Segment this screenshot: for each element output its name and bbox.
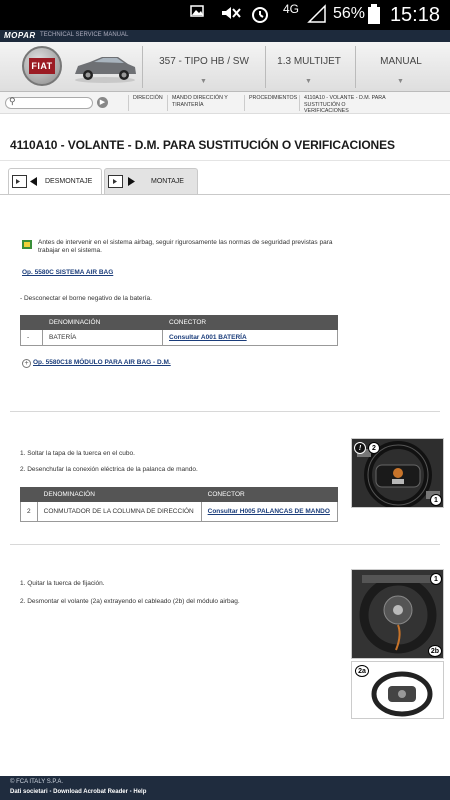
figure-badge: 1	[430, 573, 442, 585]
step-text: 2. Desenchufar la conexión eléctrica de la palanca de mando.	[20, 466, 198, 473]
chevron-down-icon: ▼	[397, 78, 404, 85]
search-go-button[interactable]: ▶	[97, 97, 108, 108]
header	[0, 42, 450, 92]
table-header	[21, 488, 38, 502]
table-row	[21, 502, 338, 522]
tab-label: DESMONTAJE	[45, 178, 93, 185]
table-cell: CONMUTADOR DE LA COLUMNA DE DIRECCIÓN	[37, 502, 201, 522]
fiat-logo-text: FIAT	[29, 58, 55, 74]
fiat-logo[interactable]	[22, 46, 62, 86]
model-selector[interactable]: 357 - TIPO HB / SW	[159, 56, 249, 67]
assembly-icon	[108, 175, 138, 188]
divider	[10, 544, 440, 545]
op-link-airbag-system[interactable]: Op. 5580C SISTEMA AIR BAG	[22, 269, 114, 276]
copyright: © FCA ITALY S.P.A.	[10, 779, 63, 785]
figure-badge: 2	[368, 442, 380, 454]
footer-link-acrobat[interactable]: Download Acrobat Reader	[53, 789, 128, 795]
table-header	[21, 316, 43, 330]
info-icon	[22, 240, 32, 249]
chevron-down-icon: ▼	[200, 78, 207, 85]
battery-icon	[368, 4, 380, 29]
steering-wheel-figure-1[interactable]	[351, 438, 444, 508]
table-header: CONECTOR	[163, 316, 338, 330]
step-text: 2. Desmontar el volante (2a) extrayendo el cableado (2b) del módulo airbag.	[20, 598, 240, 605]
figure-badge: 1	[430, 494, 442, 506]
image-icon	[190, 4, 204, 23]
nav-row	[0, 92, 450, 114]
engine-selector[interactable]: 1.3 MULTIJET	[277, 56, 341, 67]
mopar-logo: MOPAR	[4, 31, 36, 40]
clock: 15:18	[389, 4, 440, 26]
step-text: 1. Soltar la tapa de la tuerca en el cubo.	[20, 450, 135, 457]
expand-icon[interactable]: +	[22, 359, 31, 368]
car-image	[72, 50, 138, 84]
tab-desmontaje[interactable]	[8, 168, 102, 195]
brand-subtitle: TECHNICAL SERVICE MANUAL	[40, 32, 129, 38]
doc-type-selector[interactable]: MANUAL	[380, 56, 422, 67]
table-row	[21, 330, 338, 346]
table-header: CONECTOR	[201, 488, 337, 502]
tab-montaje[interactable]	[104, 168, 198, 194]
search-input[interactable]	[5, 97, 93, 109]
warning-badge-icon: !	[354, 442, 366, 454]
brand-bar	[0, 30, 450, 42]
table-header: DENOMINACIÓN	[37, 488, 201, 502]
table-cell	[163, 330, 338, 346]
breadcrumb-item[interactable]: PROCEDIMIENTOS	[249, 95, 298, 101]
network-type: 4G	[283, 2, 300, 16]
signal-icon	[307, 4, 327, 29]
steering-wheel-figure-2[interactable]	[351, 569, 444, 659]
battery-percent: 56%	[333, 5, 366, 22]
connector-table	[20, 315, 338, 346]
breadcrumb-item[interactable]: DIRECCIÓN	[133, 95, 163, 101]
status-bar	[0, 0, 450, 30]
search-icon: ⚲	[9, 96, 16, 106]
table-cell: BATERÍA	[43, 330, 163, 346]
safety-warning: Antes de intervenir en el sistema airbag, seguir rigurosamente las normas de seguridad previstas para trabajar en el sistema.	[38, 239, 333, 254]
alarm-icon	[250, 4, 270, 29]
figure-badge: 2b	[428, 645, 442, 657]
connector-link[interactable]: Consultar A001 BATERÍA	[169, 334, 247, 341]
connector-link[interactable]: Consultar H005 PALANCAS DE MANDO	[207, 508, 330, 515]
connector-table	[20, 487, 338, 522]
table-header: DENOMINACIÓN	[43, 316, 163, 330]
divider	[10, 411, 440, 412]
steering-wheel-figure-3[interactable]	[351, 661, 444, 719]
footer-link-help[interactable]: Help	[133, 789, 147, 795]
table-cell: 2	[21, 502, 38, 522]
footer-links: Dati societari • Download Acrobat Reader • Help	[10, 789, 147, 795]
op-link-airbag-module[interactable]: Op. 5580C18 MÓDULO PARA AIR BAG - D.M.	[33, 359, 171, 366]
table-cell	[201, 502, 337, 522]
footer	[0, 776, 450, 800]
chevron-down-icon: ▼	[305, 78, 312, 85]
breadcrumb-current: 4110A10 - VOLANTE - D.M. PARA SUSTITUCIÓN O VERIFICACIONES	[304, 95, 386, 114]
page-title: 4110A10 - VOLANTE - D.M. PARA SUSTITUCIÓN O VERIFICACIONES	[10, 138, 395, 152]
step-text: 1. Quitar la tuerca de fijación.	[20, 580, 105, 587]
step-text: - Desconectar el borne negativo de la batería.	[20, 295, 152, 302]
tab-label: MONTAJE	[151, 178, 184, 185]
mute-icon	[220, 4, 242, 27]
table-cell: -	[21, 330, 43, 346]
footer-link-company-data[interactable]: Dati societari	[10, 789, 48, 795]
disassembly-icon	[12, 175, 42, 188]
breadcrumb-item[interactable]: MANDO DIRECCIÓN Y TIRANTERÍA	[172, 95, 228, 108]
figure-badge: 2a	[355, 665, 369, 677]
